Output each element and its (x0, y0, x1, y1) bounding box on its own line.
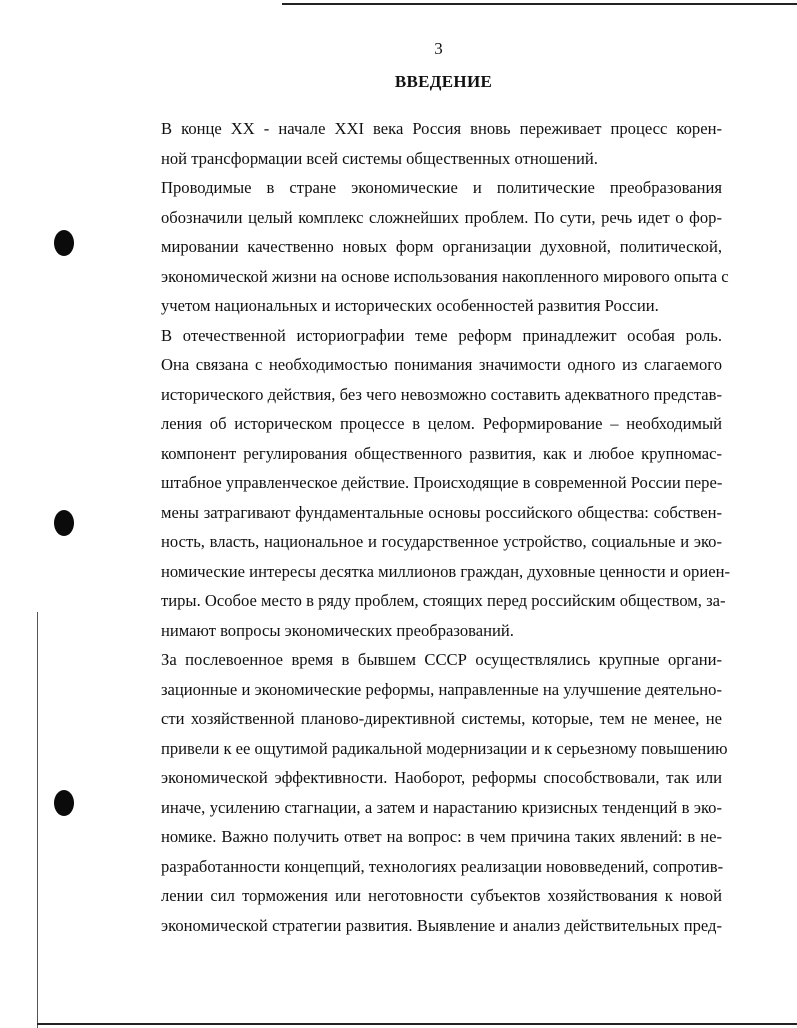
text-line: компонент регулирования общественного развития, как и любое крупномас- (161, 443, 722, 463)
scan-edge-left (37, 612, 38, 1028)
punch-hole-mark (54, 790, 74, 816)
text-line: экономической стратегии развития. Выявление и анализ действительных пред- (161, 915, 722, 935)
scan-edge-bottom (37, 1023, 797, 1025)
text-line: ления об историческом процессе в целом. Реформирование – необходимый (161, 414, 722, 433)
text-line: номике. Важно получить ответ на вопрос: в чем причина таких явлений: в не- (161, 827, 722, 846)
text-line: экономической жизни на основе использования накопленного мирового опыта с (161, 266, 729, 286)
text-line: экономической эффективности. Наоборот, реформы способствовали, так или (161, 768, 722, 787)
text-line: В отечественной историографии теме реформ принадлежит особая роль. (161, 325, 722, 345)
text-line: обозначили целый комплекс сложнейших проблем. По сути, речь идет о фор- (161, 207, 722, 227)
text-line: штабное управленческое действие. Происходящие в современной России пере- (161, 473, 723, 492)
text-line: исторического действия, без чего невозможно составить адекватного представ- (161, 384, 722, 404)
text-line: В конце XX - начале XXI века Россия вновь переживает процесс корен- (161, 119, 722, 138)
text-line: привели к ее ощутимой радикальной модернизации и к серьезному повышению (161, 738, 728, 758)
text-line: зационные и экономические реформы, направленные на улучшение деятельно- (161, 679, 722, 699)
scan-edge-top (282, 3, 797, 5)
text-line: нимают вопросы экономических преобразований. (161, 620, 514, 640)
paragraph (116, 173, 729, 321)
text-line: мены затрагивают фундаментальные основы российского общества: собствен- (161, 502, 722, 522)
text-line: ность, власть, национальное и государственное устройство, социальные и эко- (161, 532, 722, 551)
punch-hole-mark (54, 510, 74, 536)
paragraph (116, 645, 728, 940)
document-body (116, 114, 731, 940)
text-line: За послевоенное время в бывшем СССР осуществлялись крупные органи- (161, 650, 722, 669)
text-line: номические интересы десятка миллионов граждан, духовные ценности и ориен- (161, 561, 731, 581)
text-line: иначе, усилению стагнации, а затем и нарастанию кризисных тенденций в эко- (161, 797, 722, 817)
text-line: мировании качественно новых форм организации духовной, политической, (161, 237, 722, 256)
text-line: сти хозяйственной планово-директивной системы, которые, тем не менее, не (161, 709, 722, 728)
text-line: разработанности концепций, технологиях реализации нововведений, сопротив- (161, 856, 724, 876)
paragraph (116, 114, 722, 173)
page-number: 3 (434, 39, 443, 58)
text-line: учетом национальных и исторических особенностей развития России. (161, 296, 659, 315)
punch-hole-mark (54, 230, 74, 256)
text-line: лении сил торможения или неготовности субъектов хозяйствования к новой (161, 886, 722, 905)
text-line: Проводимые в стране экономические и политические преобразования (161, 178, 722, 197)
text-line: Она связана с необходимостью понимания значимости одного из слагаемого (161, 355, 722, 374)
text-line: ной трансформации всей системы общественных отношений. (161, 148, 598, 168)
page-heading: ВВЕДЕНИЕ (394, 72, 493, 91)
paragraph (116, 321, 731, 646)
text-line: тиры. Особое место в ряду проблем, стоящих перед российским обществом, за- (161, 591, 726, 610)
